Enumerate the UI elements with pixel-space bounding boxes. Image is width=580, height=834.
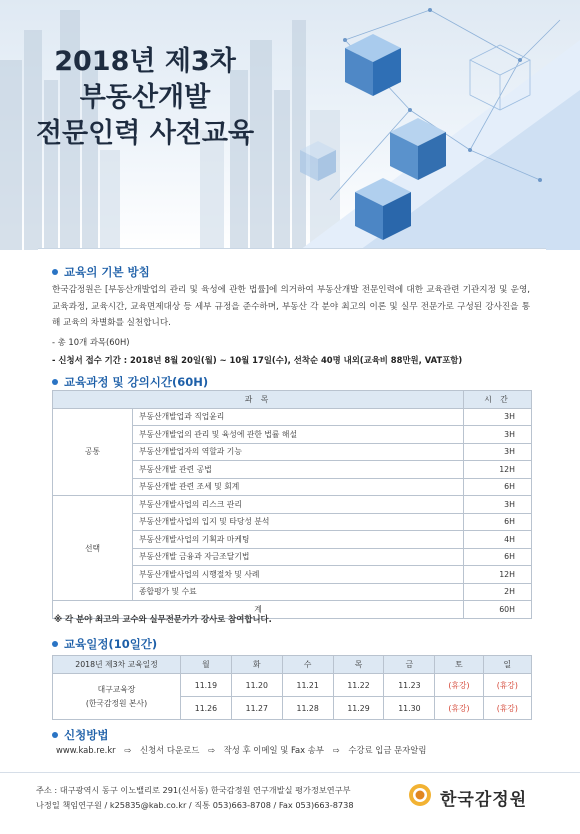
total-hours: 60H xyxy=(464,601,532,619)
logo-mark-icon xyxy=(408,783,432,807)
bullet-icon xyxy=(52,732,58,738)
subject-cell: 부동산개발업의 관리 및 육성에 관한 법률 해설 xyxy=(133,426,464,444)
hours-cell: 6H xyxy=(464,478,532,496)
day-header: 목 xyxy=(333,656,384,674)
footer-address: 주소 : 대구광역시 동구 이노밸리로 291(신서동) 한국감정원 연구개발실 평가정보연구부 xyxy=(36,785,351,795)
hours-cell: 3H xyxy=(464,426,532,444)
category-elective: 선택 xyxy=(53,496,133,601)
table-header-row xyxy=(53,391,532,409)
title-line-3: 전문인력 사전교육 xyxy=(35,118,255,149)
table-row xyxy=(53,408,532,426)
subject-cell: 부동산개발사업의 리스크 관리 xyxy=(133,496,464,514)
schedule-place xyxy=(53,674,181,720)
hours-cell: 3H xyxy=(464,408,532,426)
day-header: 금 xyxy=(384,656,435,674)
holiday-cell: (휴강) xyxy=(483,697,531,720)
day-header: 월 xyxy=(181,656,232,674)
date-cell: 11.26 xyxy=(181,697,232,720)
bullet-icon xyxy=(52,641,58,647)
date-cell: 11.29 xyxy=(333,697,384,720)
header-banner xyxy=(0,0,580,250)
apply-step-download: 신청서 다운로드 xyxy=(140,745,200,755)
hours-cell: 3H xyxy=(464,443,532,461)
cube-top xyxy=(345,34,401,96)
day-header: 일 xyxy=(483,656,531,674)
category-common: 공통 xyxy=(53,408,133,496)
subject-cell: 부동산개발사업의 시행절차 및 사례 xyxy=(133,566,464,584)
date-cell: 11.19 xyxy=(181,674,232,697)
subject-cell: 종합평가 및 수료 xyxy=(133,583,464,601)
date-cell: 11.22 xyxy=(333,674,384,697)
title-line-2: 부동산개발 xyxy=(79,82,211,113)
basic-policy-text: 한국감정원은 [부동산개발업의 관리 및 육성에 관한 법률]에 의거하여 부동산개발 전문인력에 대한 교육관련 기관지정 및 운영, 교육과정, 교육시간, 교육면제대상 등 세부 규정을 준수하며, 부동산 각 분야 최고의 이론 및 실무 전문가로 구성된 강사진을 통해 교육의 차별화를 실천합니다. xyxy=(52,285,530,328)
holiday-cell: (휴강) xyxy=(483,674,531,697)
logo-text: 한국감정원 xyxy=(440,790,528,810)
hours-cell: 6H xyxy=(464,513,532,531)
arrow-right-icon: ⇨ xyxy=(124,745,132,755)
schedule-header-row xyxy=(53,656,532,674)
company-logo xyxy=(408,783,558,810)
section-heading-schedule: 교육일정(10일간) xyxy=(52,636,157,652)
col-subject: 과 목 xyxy=(53,391,464,409)
subject-cell: 부동산개발사업의 기획과 마케팅 xyxy=(133,531,464,549)
arrow-right-icon: ⇨ xyxy=(332,745,340,755)
date-cell: 11.30 xyxy=(384,697,435,720)
instructor-footnote: ※ 각 분야 최고의 교수와 실무전문가가 강사로 참여합니다. xyxy=(54,614,272,624)
bullet-icon xyxy=(52,269,58,275)
place-detail: (한국감정원 본사) xyxy=(85,698,148,708)
subject-cell: 부동산개발 금융과 자금조달기법 xyxy=(133,548,464,566)
section-heading-apply: 신청방법 xyxy=(52,727,108,743)
application-period-note: - 신청서 접수 기간 : 2018년 8월 20일(월) ~ 10월 17일(수), 선착순 40명 내외(교육비 88만원, VAT포함) xyxy=(52,355,463,365)
col-time: 시 간 xyxy=(464,391,532,409)
subject-cell: 부동산개발업과 직업윤리 xyxy=(133,408,464,426)
subject-cell: 부동산개발업자의 역할과 기능 xyxy=(133,443,464,461)
total-subjects-note: - 총 10개 과목(60H) xyxy=(52,337,130,347)
table-row xyxy=(53,496,532,514)
subject-cell: 부동산개발 관련 조세 및 회계 xyxy=(133,478,464,496)
date-cell: 11.27 xyxy=(231,697,282,720)
total-label: 계 xyxy=(53,601,464,619)
section-heading-curriculum: 교육과정 및 강의시간(60H) xyxy=(52,374,208,390)
apply-step-submit: 작성 후 이메일 및 Fax 송부 xyxy=(223,745,324,755)
subject-cell: 부동산개발 관련 공법 xyxy=(133,461,464,479)
date-cell: 11.20 xyxy=(231,674,282,697)
apply-step-payment: 수강료 입금 문자알림 xyxy=(348,745,427,755)
schedule-corner: 2018년 제3차 교육일정 xyxy=(53,656,181,674)
date-cell: 11.28 xyxy=(282,697,333,720)
footer-contact: 나정일 책임연구원 / k25835@kab.co.kr / 직통 053)663-8708 / Fax 053)663-8738 xyxy=(36,800,354,810)
page-title xyxy=(20,44,270,152)
hours-cell: 2H xyxy=(464,583,532,601)
day-header: 수 xyxy=(282,656,333,674)
day-header: 토 xyxy=(435,656,483,674)
hours-cell: 4H xyxy=(464,531,532,549)
date-cell: 11.21 xyxy=(282,674,333,697)
schedule-table xyxy=(52,655,532,720)
hours-cell: 12H xyxy=(464,461,532,479)
place-name: 대구교육장 xyxy=(97,684,136,694)
hours-cell: 12H xyxy=(464,566,532,584)
apply-steps xyxy=(56,744,432,756)
hours-cell: 6H xyxy=(464,548,532,566)
schedule-row xyxy=(53,674,532,697)
curriculum-table xyxy=(52,390,532,619)
website-link[interactable]: www.kab.re.kr xyxy=(56,745,116,755)
holiday-cell: (휴강) xyxy=(435,674,483,697)
day-header: 화 xyxy=(231,656,282,674)
section-heading-basic: 교육의 기본 방침 xyxy=(52,264,150,280)
arrow-right-icon: ⇨ xyxy=(207,745,215,755)
hours-cell: 3H xyxy=(464,496,532,514)
holiday-cell: (휴강) xyxy=(435,697,483,720)
title-line-1: 2018년 제3차 xyxy=(54,46,236,77)
date-cell: 11.23 xyxy=(384,674,435,697)
bullet-icon xyxy=(52,379,58,385)
subject-cell: 부동산개발사업의 입지 및 타당성 분석 xyxy=(133,513,464,531)
